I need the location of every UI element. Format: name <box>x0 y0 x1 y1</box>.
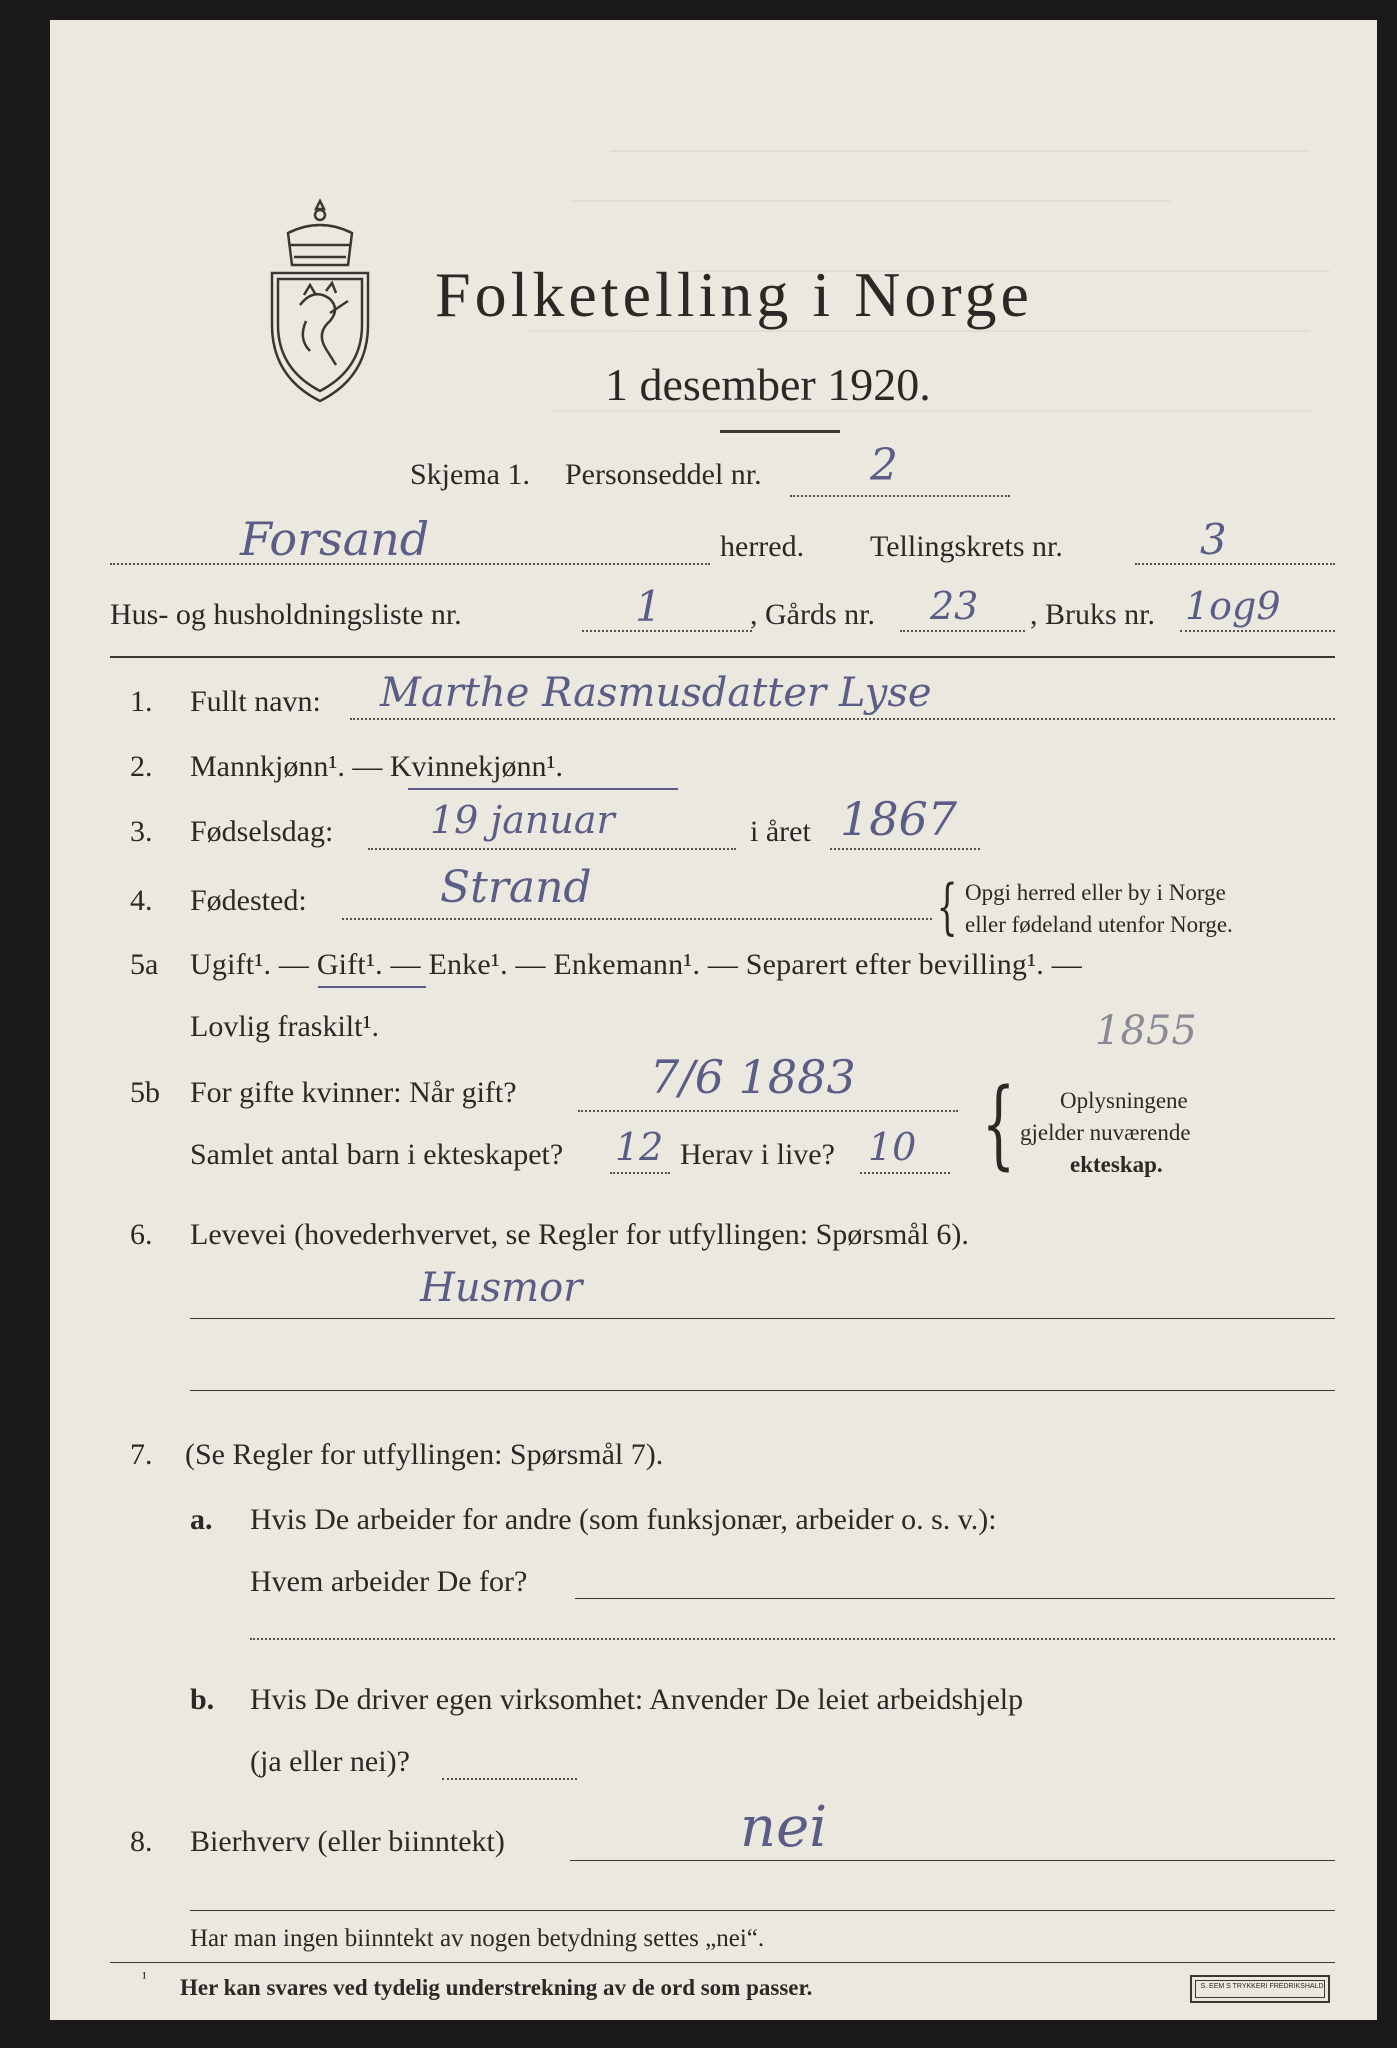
q7a-line1: Hvis De arbeider for andre (som funksjonær, arbeider o. s. v.): <box>250 1503 997 1536</box>
side-income-value[interactable]: nei <box>740 1795 828 1860</box>
kvinnekjonn-underline <box>408 788 678 790</box>
birthplace-field-line <box>342 918 932 920</box>
q5b-label: For gifte kvinner: Når gift? <box>190 1076 517 1109</box>
hus-field-line <box>582 630 752 632</box>
q5b-note-line3: ekteskap. <box>1070 1152 1163 1177</box>
gards-label: , Gårds nr. <box>750 598 875 631</box>
children-label: Samlet antal barn i ekteskapet? <box>190 1138 564 1171</box>
tellingskrets-field-line <box>1135 563 1335 565</box>
footnote-mark: ¹ <box>142 1970 147 1987</box>
section-divider <box>110 656 1335 658</box>
footnote-text: Her kan svares ved tydelig understrekning av de ord som passer. <box>180 1975 813 2000</box>
tellingskrets-label: Tellingskrets nr. <box>870 530 1063 563</box>
printer-stamp-text: S. EEM S TRYKKERI FREDRIKSHALD <box>1200 1983 1324 1990</box>
q5b-number: 5b <box>130 1076 160 1109</box>
census-form <box>50 20 1377 2020</box>
bruks-value[interactable]: 1og9 <box>1185 584 1281 628</box>
q7a-line2: Hvem arbeider De for? <box>250 1565 528 1598</box>
birthday-value[interactable]: 19 januar <box>430 798 615 842</box>
personseddel-field-line <box>790 495 1010 497</box>
herred-label: herred. <box>720 530 805 563</box>
married-date-value[interactable]: 7/6 1883 <box>650 1050 856 1104</box>
employer-field-line2[interactable] <box>250 1638 1335 1640</box>
q3-label: Fødselsdag: <box>190 815 334 848</box>
personseddel-label: Personseddel nr. <box>565 458 762 491</box>
side-income-field-line <box>570 1860 1335 1861</box>
skjema-label: Skjema 1. <box>410 458 530 491</box>
bruks-field-line <box>1180 630 1335 632</box>
marital-options: Ugift¹. — Gift¹. — Enke¹. — Enkemann¹. — Separert efter bevilling¹. — <box>190 948 1082 981</box>
sex-options: Mannkjønn¹. — Kvinnekjønn¹. <box>190 750 563 783</box>
q1-label: Fullt navn: <box>190 685 321 718</box>
q7b-line1: Hvis De driver egen virksomhet: Anvender De leiet arbeidshjelp <box>250 1683 1024 1716</box>
q8-field-line2 <box>190 1910 1335 1911</box>
birth-year-field-line <box>830 848 980 850</box>
herred-value[interactable]: Forsand <box>240 512 430 566</box>
tellingskrets-value[interactable]: 3 <box>1200 515 1227 564</box>
q5b-brace: { <box>981 1068 1016 1180</box>
q7b-line2: (ja eller nei)? <box>250 1745 410 1778</box>
q5b-note-line1: Oplysningene <box>1060 1088 1188 1113</box>
bruks-label: , Bruks nr. <box>1030 598 1156 631</box>
q3-number: 3. <box>130 815 153 848</box>
alive-label: Herav i live? <box>680 1138 835 1171</box>
q7a-number: a. <box>190 1503 213 1536</box>
gards-field-line <box>900 630 1025 632</box>
q7-label: (Se Regler for utfyllingen: Spørsmål 7). <box>185 1438 664 1471</box>
marital-options-line2: Lovlig fraskilt¹. <box>190 1010 379 1043</box>
q6-field-line2 <box>190 1390 1335 1391</box>
q8-number: 8. <box>130 1825 153 1858</box>
alive-value[interactable]: 10 <box>868 1125 917 1169</box>
q7-number: 7. <box>130 1438 153 1471</box>
q8-label: Bierhverv (eller biinntekt) <box>190 1825 505 1858</box>
alive-field-line <box>860 1172 950 1174</box>
q6-number: 6. <box>130 1218 153 1251</box>
hus-value[interactable]: 1 <box>635 582 662 631</box>
q4-brace: { <box>936 872 958 942</box>
q1-field-line <box>350 718 1335 720</box>
margin-note-1855: 1855 <box>1095 1008 1197 1054</box>
employer-field-line[interactable] <box>575 1598 1335 1599</box>
printer-stamp <box>1190 1975 1330 2003</box>
footer-note: Har man ingen biinntekt av nogen betydning settes „nei“. <box>190 1925 765 1952</box>
hired-help-field-line[interactable] <box>442 1778 577 1780</box>
full-name-value[interactable]: Marthe Rasmusdatter Lyse <box>380 670 932 716</box>
q5a-number: 5a <box>130 948 159 981</box>
gift-underline <box>318 986 426 988</box>
q4-note-line1: Opgi herred eller by i Norge <box>965 880 1226 905</box>
children-field-line <box>610 1172 670 1174</box>
occupation-value[interactable]: Husmor <box>420 1265 583 1311</box>
q4-note-line2: eller fødeland utenfor Norge. <box>965 912 1233 937</box>
q2-number: 2. <box>130 750 153 783</box>
title-divider <box>720 430 840 433</box>
q6-field-line1 <box>190 1318 1335 1319</box>
q1-number: 1. <box>130 685 153 718</box>
q3-year-label: i året <box>750 815 811 848</box>
q4-number: 4. <box>130 884 153 917</box>
q4-label: Fødested: <box>190 884 307 917</box>
q6-label: Levevei (hovederhvervet, se Regler for utfyllingen: Spørsmål 6). <box>190 1218 969 1251</box>
form-date: 1 desember 1920. <box>605 359 931 410</box>
birthday-field-line <box>368 848 736 850</box>
birth-year-value[interactable]: 1867 <box>840 792 958 846</box>
gards-value[interactable]: 23 <box>930 584 979 628</box>
children-value[interactable]: 12 <box>615 1125 664 1169</box>
married-date-field-line <box>578 1110 958 1112</box>
form-title: Folketelling i Norge <box>435 259 1033 330</box>
q5b-note-line2: gjelder nuværende <box>1020 1120 1191 1145</box>
footer-divider <box>110 1962 1335 1963</box>
coat-of-arms-icon <box>260 195 380 405</box>
hus-label: Hus- og husholdningsliste nr. <box>110 598 462 631</box>
birthplace-value[interactable]: Strand <box>440 862 592 913</box>
q7b-number: b. <box>190 1683 215 1716</box>
personseddel-value[interactable]: 2 <box>870 440 898 491</box>
